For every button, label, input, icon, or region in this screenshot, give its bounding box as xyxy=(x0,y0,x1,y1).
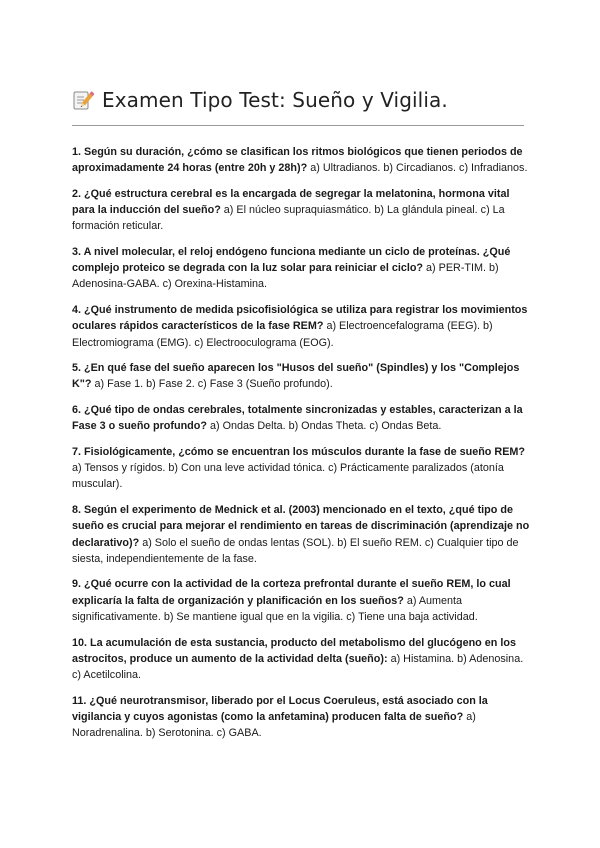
question-item xyxy=(72,360,530,392)
question-stem: 8. Según el experimento de Mednick et al. (2003) mencionado en el texto, ¿qué tipo de sueño es crucial para mejorar el rendimiento en tareas de discriminación (aprendizaje no declarativo)? xyxy=(72,504,530,549)
question-item xyxy=(72,502,530,567)
question-options: a) Histamina. b) Adenosina. c) Acetilcolina. xyxy=(72,652,524,681)
title-divider xyxy=(72,125,524,126)
question-item xyxy=(72,444,530,493)
question-item xyxy=(72,244,530,293)
question-options: a) Electroencefalograma (EEG). b) Electromiograma (EMG). c) Electrooculograma (EOG). xyxy=(72,320,493,349)
page-title: Examen Tipo Test: Sueño y Vigilia. xyxy=(102,88,448,112)
question-item xyxy=(72,635,530,684)
question-item xyxy=(72,186,530,235)
question-stem: 5. ¿En qué fase del sueño aparecen los "Husos del sueño" (Spindles) y los "Complejos K"? xyxy=(72,362,520,391)
question-item xyxy=(72,693,530,742)
question-item xyxy=(72,576,530,625)
memo-icon xyxy=(72,89,94,111)
question-stem: 3. A nivel molecular, el reloj endógeno funciona mediante un ciclo de proteínas. ¿Qué complejo proteico se degrada con la luz solar para reiniciar el ciclo? xyxy=(72,246,511,275)
question-stem: 11. ¿Qué neurotransmisor, liberado por el Locus Coeruleus, está asociado con la vigilancia y cuyos agonistas (como la anfetamina) producen falta de sueño? xyxy=(72,694,488,723)
title-row xyxy=(72,88,448,112)
question-options: a) PER-TIM. b) Adenosina-GABA. c) Orexina-Histamina. xyxy=(72,262,499,291)
question-stem: 10. La acumulación de esta sustancia, producto del metabolismo del glucógeno en los astrocitos, produce un aumento de la actividad delta (sueño): xyxy=(72,636,516,665)
question-item xyxy=(72,302,530,351)
question-options: a) Tensos y rígidos. b) Con una leve actividad tónica. c) Prácticamente paralizados (atonía muscular). xyxy=(72,462,504,491)
question-options: a) Noradrenalina. b) Serotonina. c) GABA. xyxy=(72,710,476,740)
question-options: a) El núcleo supraquiasmático. b) La glándula pineal. c) La formación reticular. xyxy=(72,204,505,233)
question-stem: 6. ¿Qué tipo de ondas cerebrales, totalmente sincronizadas y estables, caracterizan a la Fase 3 o sueño profundo? xyxy=(72,404,523,433)
question-item xyxy=(72,402,530,434)
question-item xyxy=(72,144,530,176)
question-options: a) Aumenta significativamente. b) Se mantiene igual que en la vigilia. c) Tiene una baja actividad. xyxy=(72,594,478,623)
question-stem: 9. ¿Qué ocurre con la actividad de la corteza prefrontal durante el sueño REM, lo cual explicaría la falta de organización y planificación en los sueños? xyxy=(72,578,511,607)
question-options: a) Ultradianos. b) Circadianos. c) Infradianos. xyxy=(310,162,528,175)
question-stem: 2. ¿Qué estructura cerebral es la encargada de segregar la melatonina, hormona vital para la inducción del sueño? xyxy=(72,187,510,217)
question-options: a) Solo el sueño de ondas lentas (SOL). b) El sueño REM. c) Cualquier tipo de siesta, independientemente de la fase. xyxy=(72,536,519,565)
question-list xyxy=(72,144,530,751)
question-options: a) Fase 1. b) Fase 2. c) Fase 3 (Sueño profundo). xyxy=(94,378,333,391)
question-options: a) Ondas Delta. b) Ondas Theta. c) Ondas Beta. xyxy=(209,420,442,433)
question-stem: 4. ¿Qué instrumento de medida psicofisiológica se utiliza para registrar los movimientos oculares rápidos característicos de la fase REM? xyxy=(72,304,528,333)
question-stem: 7. Fisiológicamente, ¿cómo se encuentran los músculos durante la fase de sueño REM? xyxy=(72,446,525,459)
question-stem: 1. Según su duración, ¿cómo se clasifican los ritmos biológicos que tienen periodos de aproximadamente 24 horas (entre 20h y 28h)? xyxy=(72,146,523,175)
